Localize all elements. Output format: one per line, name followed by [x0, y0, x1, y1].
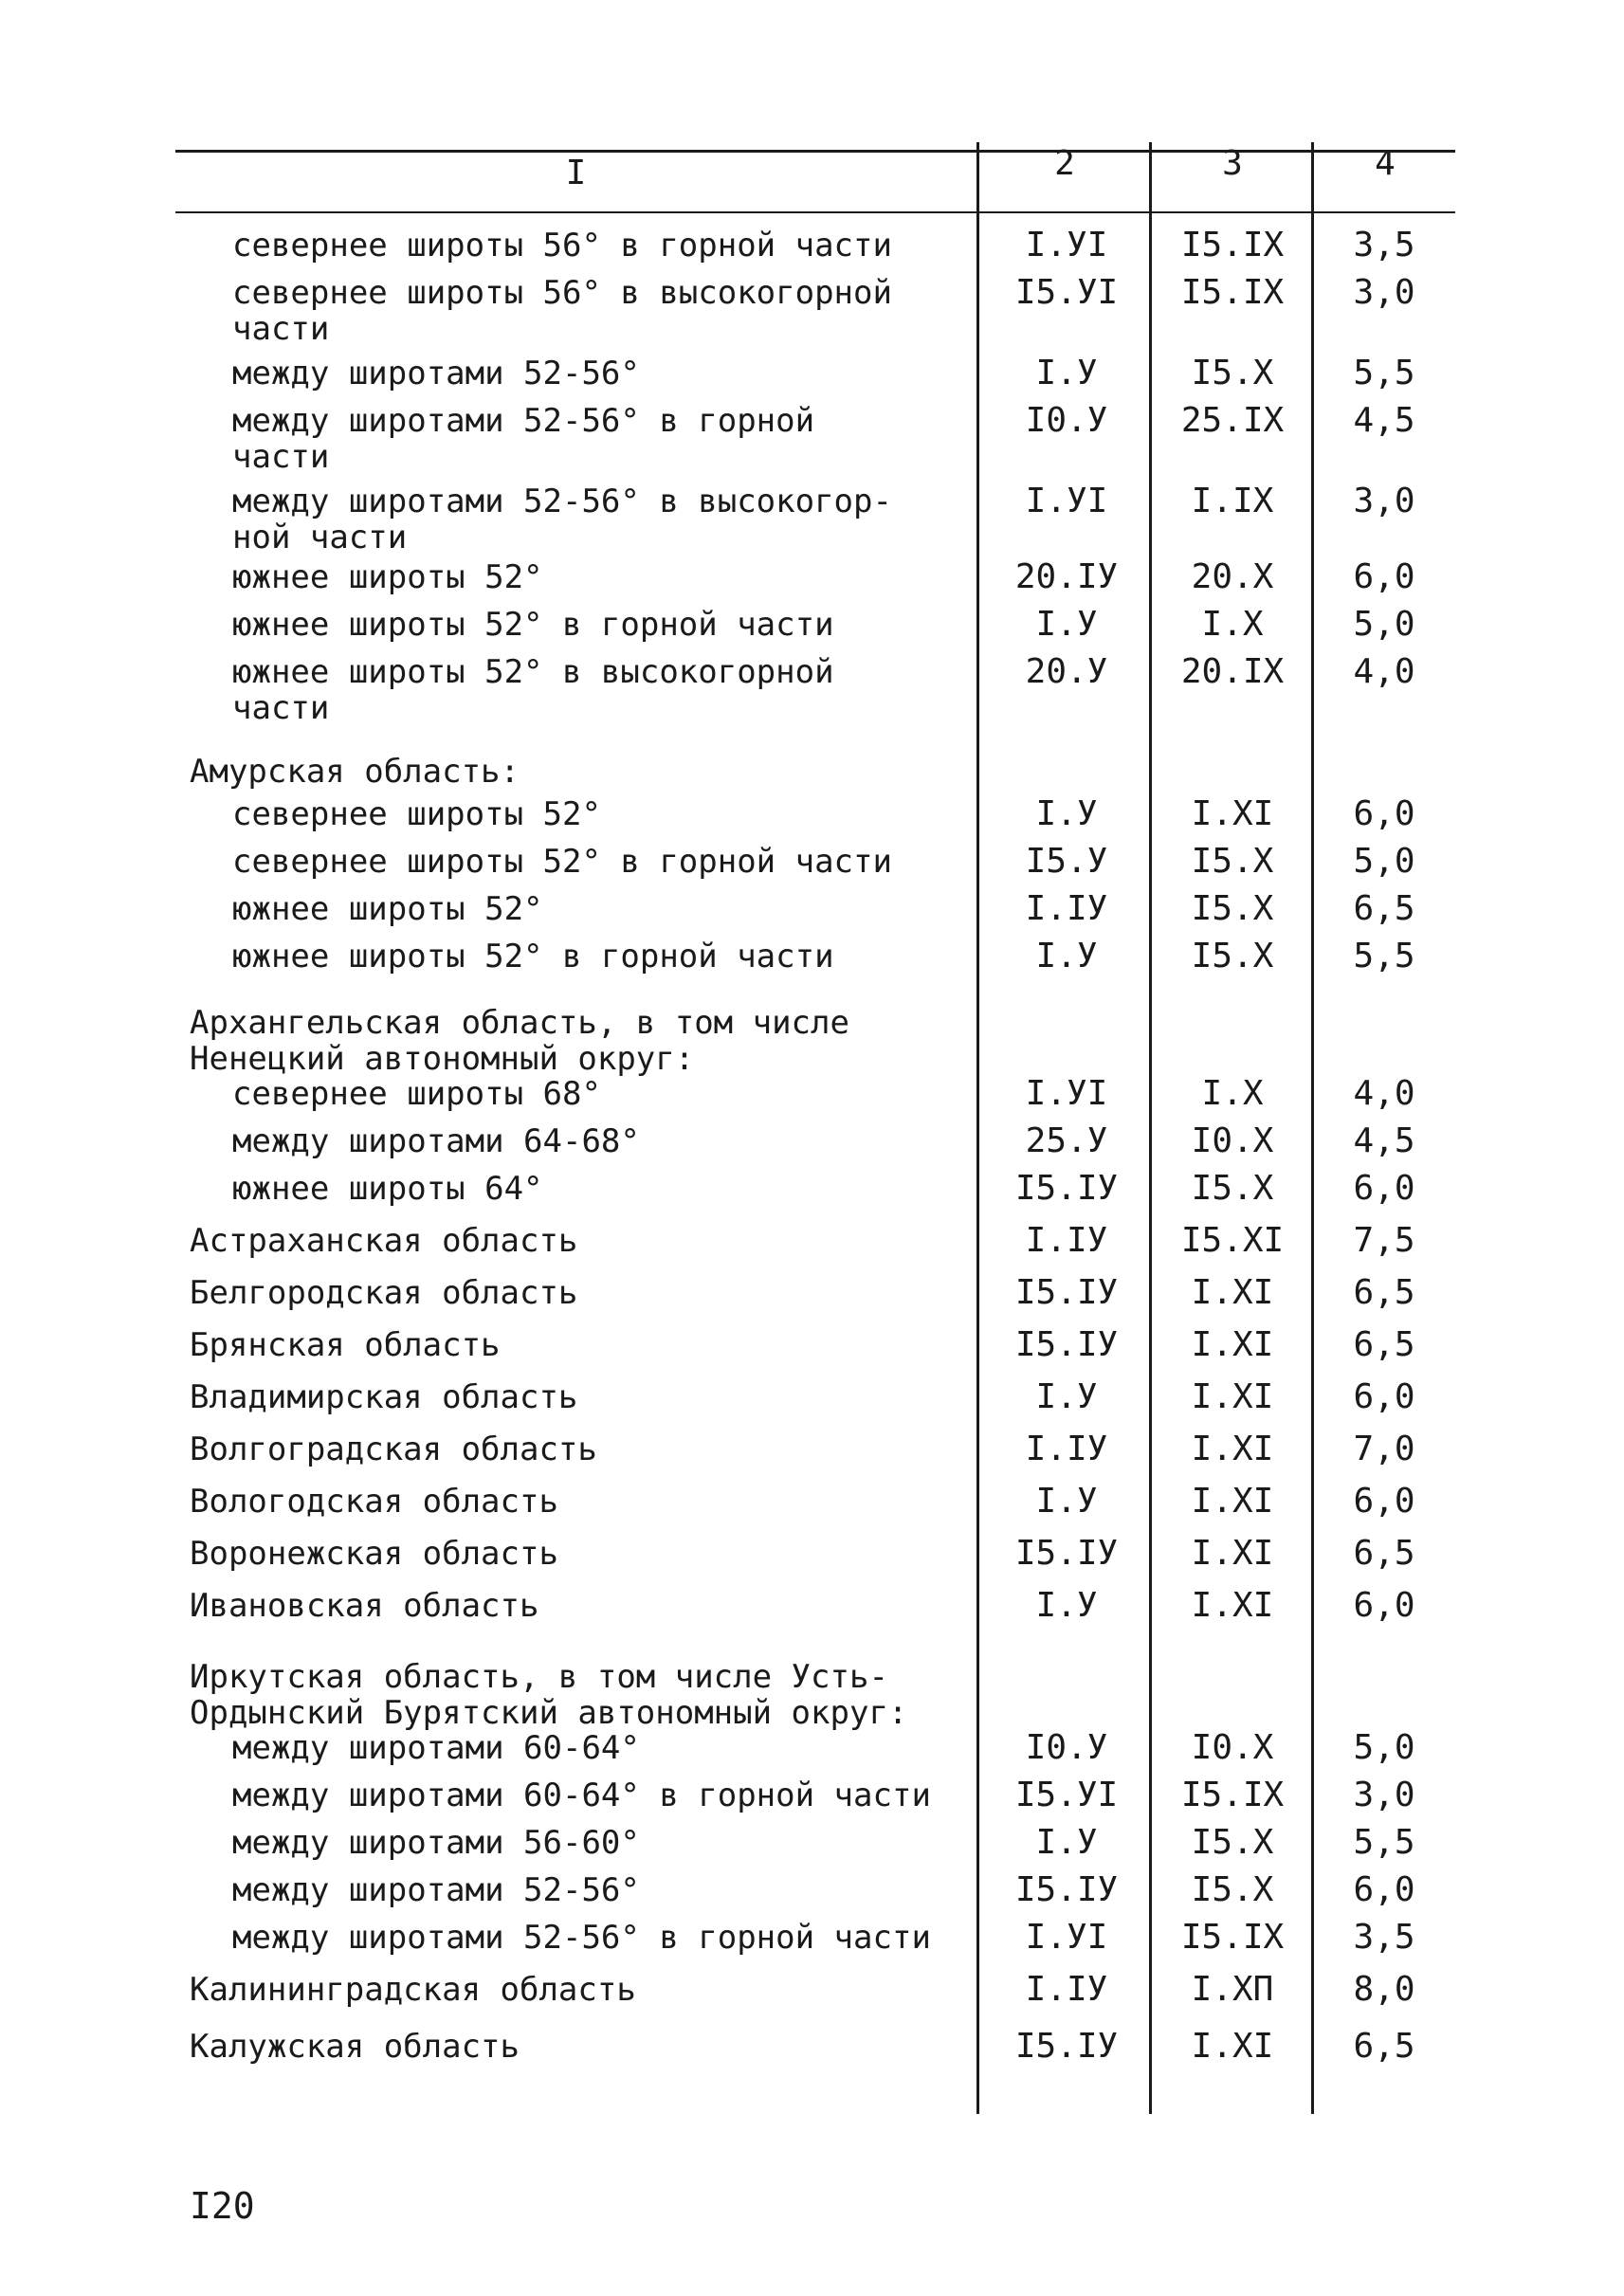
row-value-c4: 6,0 — [1353, 794, 1415, 833]
row-value-c3: I0.X — [1191, 1121, 1274, 1160]
row-value-c2: I5.УI — [1014, 1776, 1119, 1814]
row-value-c4: 4,0 — [1353, 652, 1415, 691]
row-value-c4: 5,0 — [1353, 1728, 1415, 1767]
row-value-c3: I5.XI — [1180, 1221, 1285, 1260]
row-label: Амурская область: — [190, 753, 520, 791]
row-label: между широтами 56-60° — [232, 1824, 640, 1862]
row-label: южнее широты 52° в горной части — [232, 606, 834, 644]
row-value-c2: I.У — [1035, 794, 1098, 833]
row-label: южнее широты 52° в высокогорной части — [232, 653, 834, 727]
header-col-2: 2 — [1054, 144, 1075, 183]
row-value-c4: 6,5 — [1353, 2027, 1415, 2066]
row-value-c4: 6,5 — [1353, 1273, 1415, 1312]
row-label: между широтами 52-56° — [232, 1871, 640, 1909]
row-value-c2: I.УI — [1025, 1074, 1108, 1113]
header-col-4: 4 — [1375, 144, 1396, 183]
row-value-c3: I5.IX — [1180, 226, 1285, 264]
row-value-c4: 6,0 — [1353, 1482, 1415, 1521]
row-label: севернее широты 68° — [232, 1075, 601, 1113]
row-label: южнее широты 52° в горной части — [232, 938, 834, 975]
row-value-c3: 20.X — [1191, 557, 1274, 596]
row-value-c4: 6,0 — [1353, 1870, 1415, 1909]
row-value-c4: 3,0 — [1353, 273, 1415, 312]
row-value-c3: I.XI — [1191, 1377, 1274, 1416]
row-label: между широтами 52-56° в высокогор- ной части — [232, 483, 892, 556]
row-value-c4: 5,0 — [1353, 605, 1415, 644]
row-value-c2: 20.У — [1025, 652, 1108, 691]
row-value-c4: 8,0 — [1353, 1970, 1415, 2009]
row-value-c2: I5.IУ — [1014, 1870, 1119, 1909]
row-value-c3: I.XП — [1191, 1970, 1274, 2009]
row-value-c2: I.У — [1035, 605, 1098, 644]
row-label: Калужская область — [190, 2028, 520, 2066]
row-value-c2: I5.IУ — [1014, 1273, 1119, 1312]
row-label: между широтами 52-56° — [232, 355, 640, 392]
row-value-c3: I5.IX — [1180, 1918, 1285, 1957]
row-label: севернее широты 52° в горной части — [232, 843, 892, 881]
row-value-c4: 6,5 — [1353, 1325, 1415, 1364]
row-value-c4: 4,0 — [1353, 1074, 1415, 1113]
row-label: Астраханская область — [190, 1222, 578, 1260]
row-label: Владимирская область — [190, 1378, 578, 1416]
row-label: южнее широты 52° — [232, 890, 543, 928]
row-value-c3: I.XI — [1191, 2027, 1274, 2066]
row-value-c4: 5,0 — [1353, 842, 1415, 881]
row-value-c2: I.УI — [1025, 226, 1108, 264]
row-value-c3: I.XI — [1191, 794, 1274, 833]
row-label: севернее широты 56° в высокогорной части — [232, 274, 892, 348]
row-value-c2: I.УI — [1025, 482, 1108, 520]
row-value-c3: I5.X — [1191, 1823, 1274, 1862]
row-value-c3: I5.X — [1191, 937, 1274, 975]
row-value-c4: 7,0 — [1353, 1430, 1415, 1468]
row-value-c2: I5.IУ — [1014, 1325, 1119, 1364]
row-value-c2: I.У — [1035, 1377, 1098, 1416]
row-value-c3: I5.X — [1191, 1870, 1274, 1909]
row-value-c3: I5.X — [1191, 354, 1274, 392]
row-value-c2: I5.IУ — [1014, 1169, 1119, 1208]
row-value-c2: 20.IУ — [1014, 557, 1119, 596]
row-value-c3: I5.X — [1191, 1169, 1274, 1208]
row-value-c2: I.IУ — [1025, 1970, 1108, 2009]
header-col-3: 3 — [1222, 144, 1243, 183]
row-value-c2: I.IУ — [1025, 1430, 1108, 1468]
row-value-c4: 3,5 — [1353, 1918, 1415, 1957]
row-value-c3: I5.X — [1191, 889, 1274, 928]
row-value-c4: 6,5 — [1353, 1534, 1415, 1573]
row-label: Брянская область — [190, 1326, 501, 1364]
column-rule-1 — [976, 142, 979, 2114]
row-label: между широтами 60-64° в горной части — [232, 1777, 931, 1814]
row-value-c3: I.X — [1201, 605, 1264, 644]
row-value-c4: 7,5 — [1353, 1221, 1415, 1260]
row-value-c4: 5,5 — [1353, 1823, 1415, 1862]
row-label: между широтами 52-56° в горной части — [232, 1919, 931, 1957]
row-value-c4: 6,0 — [1353, 1377, 1415, 1416]
row-value-c3: I.XI — [1191, 1273, 1274, 1312]
row-label: Волгоградская область — [190, 1430, 597, 1468]
row-value-c4: 6,5 — [1353, 889, 1415, 928]
row-value-c2: I5.У — [1025, 842, 1108, 881]
row-value-c3: I5.IX — [1180, 1776, 1285, 1814]
row-value-c3: I.X — [1201, 1074, 1264, 1113]
row-label: Калининградская область — [190, 1971, 636, 2009]
row-value-c2: I0.У — [1025, 401, 1108, 440]
row-value-c3: 25.IX — [1180, 401, 1285, 440]
row-value-c2: 25.У — [1025, 1121, 1108, 1160]
row-value-c3: I5.IX — [1180, 273, 1285, 312]
row-value-c3: I.XI — [1191, 1534, 1274, 1573]
row-value-c4: 6,0 — [1353, 1169, 1415, 1208]
row-value-c4: 3,0 — [1353, 482, 1415, 520]
row-value-c3: I5.X — [1191, 842, 1274, 881]
row-value-c3: 20.IX — [1180, 652, 1285, 691]
row-label: между широтами 60-64° — [232, 1729, 640, 1767]
row-value-c3: I.XI — [1191, 1325, 1274, 1364]
row-value-c4: 3,5 — [1353, 226, 1415, 264]
row-value-c2: I.IУ — [1025, 889, 1108, 928]
row-value-c2: I.У — [1035, 1823, 1098, 1862]
row-value-c3: I.XI — [1191, 1430, 1274, 1468]
row-value-c3: I.IX — [1191, 482, 1274, 520]
row-value-c4: 4,5 — [1353, 401, 1415, 440]
row-label: севернее широты 56° в горной части — [232, 227, 892, 264]
row-value-c2: I5.IУ — [1014, 1534, 1119, 1573]
row-value-c4: 6,0 — [1353, 557, 1415, 596]
row-value-c2: I.IУ — [1025, 1221, 1108, 1260]
row-value-c4: 3,0 — [1353, 1776, 1415, 1814]
row-value-c4: 5,5 — [1353, 354, 1415, 392]
row-label: Архангельская область, в том числе Ненецкий автономный округ: — [190, 1004, 849, 1078]
row-value-c4: 5,5 — [1353, 937, 1415, 975]
row-label: Белгородская область — [190, 1274, 578, 1312]
row-value-c2: I.У — [1035, 937, 1098, 975]
row-label: Воронежская область — [190, 1535, 558, 1573]
row-value-c3: I.XI — [1191, 1482, 1274, 1521]
row-value-c2: I.У — [1035, 354, 1098, 392]
row-value-c4: 6,0 — [1353, 1586, 1415, 1625]
row-label: севернее широты 52° — [232, 795, 601, 833]
row-label: Вологодская область — [190, 1483, 558, 1521]
row-label: между широтами 64-68° — [232, 1122, 640, 1160]
row-label: южнее широты 64° — [232, 1170, 543, 1208]
row-label: южнее широты 52° — [232, 558, 543, 596]
row-value-c2: I.У — [1035, 1586, 1098, 1625]
row-value-c2: I0.У — [1025, 1728, 1108, 1767]
row-label: Иркутская область, в том числе Усть- Ордынский Бурятский автономный округ: — [190, 1658, 908, 1732]
page-number: I20 — [190, 2185, 255, 2227]
row-value-c4: 4,5 — [1353, 1121, 1415, 1160]
row-value-c2: I.УI — [1025, 1918, 1108, 1957]
row-label: Ивановская область — [190, 1587, 539, 1625]
row-value-c3: I0.X — [1191, 1728, 1274, 1767]
header-col-1: I — [565, 154, 587, 192]
table-header-rule — [175, 211, 1455, 213]
row-value-c3: I.XI — [1191, 1586, 1274, 1625]
row-value-c2: I5.IУ — [1014, 2027, 1119, 2066]
row-label: между широтами 52-56° в горной части — [232, 402, 815, 476]
row-value-c2: I5.УI — [1014, 273, 1119, 312]
row-value-c2: I.У — [1035, 1482, 1098, 1521]
